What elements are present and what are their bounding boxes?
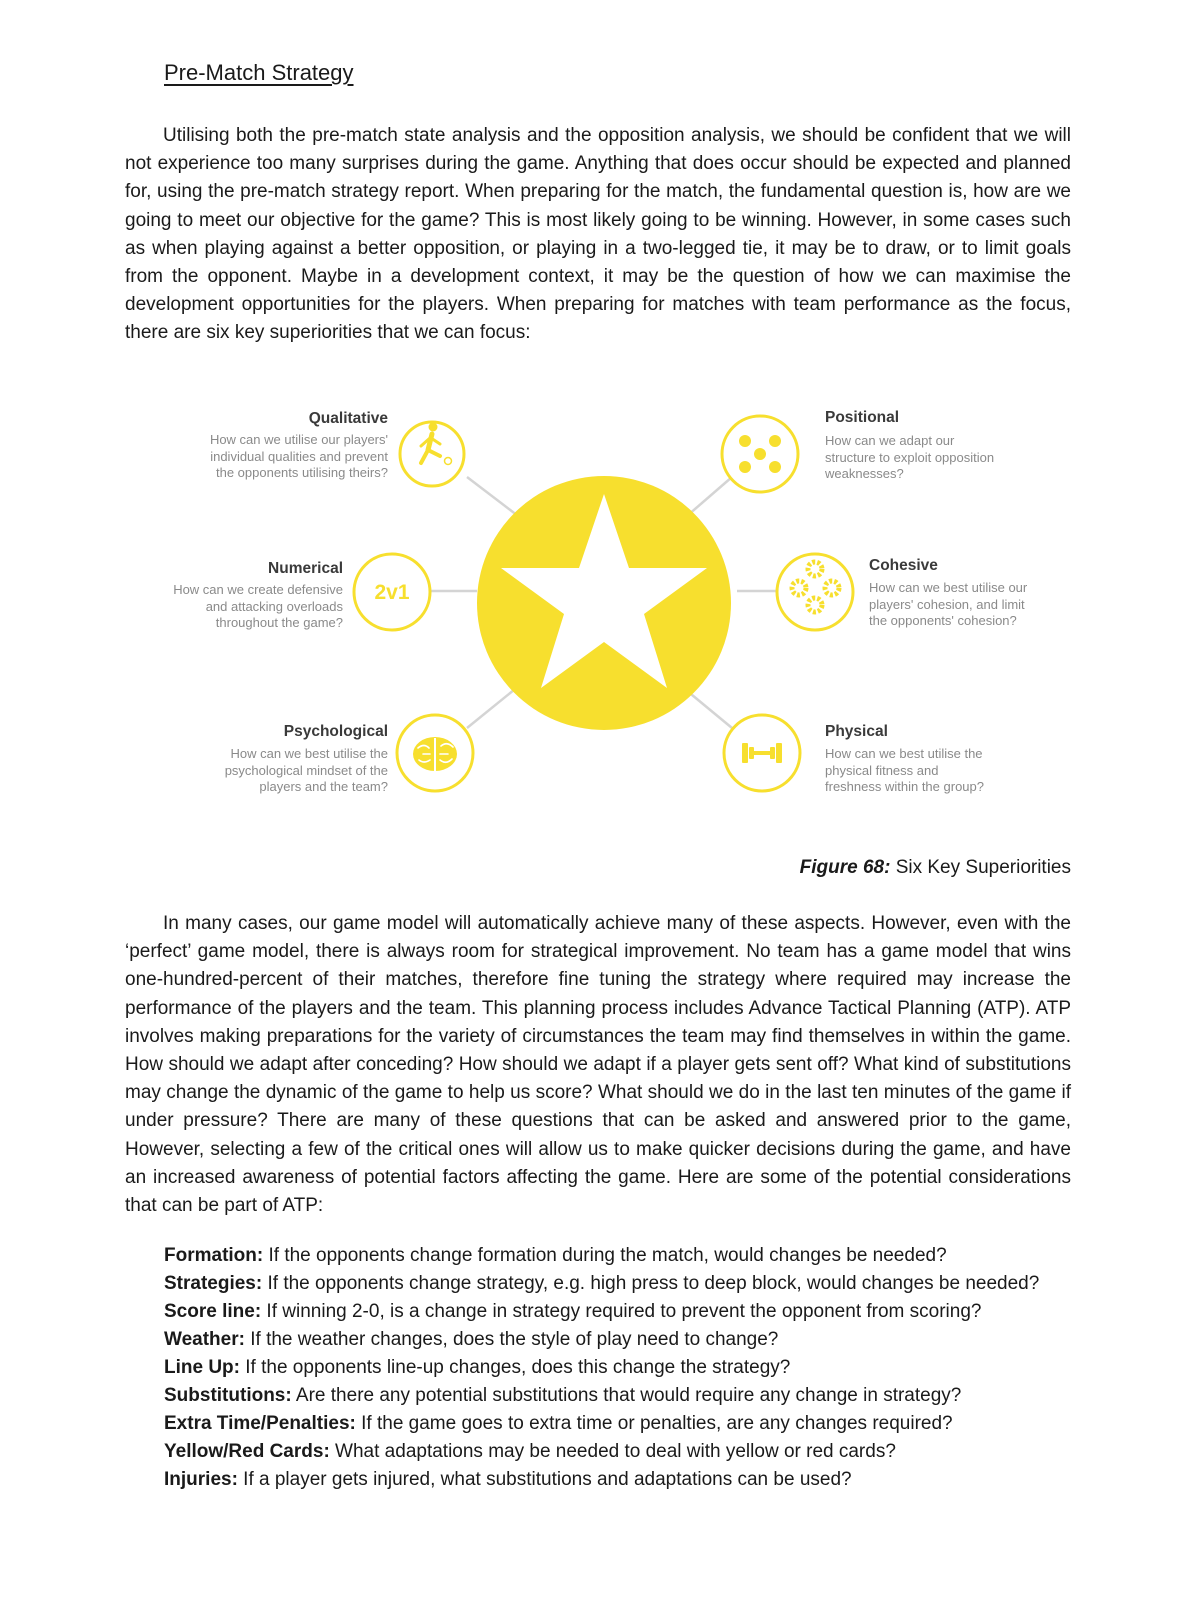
list-item [164, 1326, 1064, 1354]
list-item [164, 1242, 1064, 1270]
atp-considerations-list [164, 1242, 1064, 1494]
desc-line: structure to exploit opposition [825, 449, 995, 465]
physical-title: Physical [825, 723, 888, 740]
psychological-description [225, 746, 388, 796]
list-item [164, 1438, 1064, 1466]
consideration-text: If the opponents change formation during the match, would changes be needed? [263, 1245, 947, 1266]
desc-line: players and the team? [259, 779, 388, 794]
center-star-badge [477, 476, 731, 730]
desc-line: psychological mindset of the [224, 762, 388, 778]
consideration-term: Injuries: [164, 1469, 238, 1490]
consideration-text: If the weather changes, does the style of play need to change? [244, 1329, 779, 1350]
list-item [164, 1382, 1064, 1410]
consideration-text: If the game goes to extra time or penalties, are any changes required? [355, 1413, 953, 1434]
desc-line: and attacking overloads [205, 598, 343, 614]
consideration-text: If winning 2-0, is a change in strategy required to prevent the opponent from scoring? [261, 1301, 982, 1322]
intro-paragraph: Utilising both the pre-match state analysis and the opposition analysis, we should be confident that we will not experience too many surprises during the game. Anything that does occur should be expected and planned for, using the pre-match strategy report. When preparing for the match, the fundamental question is, how are we going to meet our objective for the game? This is most likely going to be winning. However, in some cases such as when playing against a better opposition, or playing in a two-legged tie, it may be to draw, or to limit goals from the opponent. Maybe in a development context, it may be the question of how we can maximise the development opportunities for the players. When preparing for matches with team performance as the focus, there are six key superiorities that we can focus: [125, 125, 1071, 344]
list-item [164, 1466, 1064, 1494]
consideration-term: Strategies: [164, 1273, 263, 1294]
desc-line: weaknesses? [825, 466, 904, 481]
consideration-term: Score line: [164, 1301, 262, 1322]
desc-line: How can we best utilise our [869, 580, 1028, 595]
consideration-term: Extra Time/Penalties: [164, 1413, 356, 1434]
desc-line: players' cohesion, and limit [869, 596, 1025, 612]
positional-title: Positional [825, 409, 900, 426]
consideration-text: If the opponents line-up changes, does this change the strategy? [240, 1357, 791, 1378]
desc-line: physical fitness and [825, 762, 939, 778]
atp-paragraph: In many cases, our game model will automatically achieve many of these aspects. However, even with the ‘perfect’ game model, there is always room for strategical improvement. No team has a game model that wins one-hundred-percent of their matches, therefore fine tuning the strategy where required may increase the performance of the players and the team. This planning process includes Advance Tactical Planning (ATP). ATP involves making preparations for the variety of circumstances the team may find themselves in within the game. How should we adapt after conceding? How should we adapt if a player gets sent off? What kind of substitutions may change the dynamic of the game to help us score? What should we do in the last ten minutes of the game if under pressure? There are many of these questions that can be asked and answered prior to the game, However, selecting a few of the critical ones will allow us to make quicker decisions during the game, and have an increased awareness of potential factors affecting the game. Here are some of the potential considerations that can be part of ATP: [125, 913, 1071, 1217]
list-item [164, 1410, 1064, 1438]
list-item [164, 1270, 1064, 1298]
consideration-term: Formation: [164, 1245, 264, 1266]
cohesive-description [869, 580, 1027, 630]
desc-line: throughout the game? [215, 615, 343, 630]
desc-line: How can we utilise our players' [209, 432, 388, 447]
numerical-title: Numerical [268, 560, 343, 577]
qualitative-title: Qualitative [308, 410, 388, 427]
list-item [164, 1354, 1064, 1382]
consideration-text: What adaptations may be needed to deal with yellow or red cards? [329, 1441, 896, 1462]
desc-line: the opponents' cohesion? [869, 613, 1017, 628]
page-title: Pre-Match Strategy [164, 60, 354, 85]
figure-caption-text: Six Key Superiorities [890, 857, 1071, 878]
desc-line: How can we best utilise the [230, 746, 388, 761]
figure-label: Figure 68: [799, 857, 891, 878]
positional-description [825, 433, 994, 483]
desc-line: How can we create defensive [173, 582, 343, 597]
list-item [164, 1298, 1064, 1326]
desc-line: How can we adapt our [825, 433, 955, 448]
psychological-title: Psychological [283, 723, 388, 740]
desc-line: freshness within the group? [825, 779, 984, 794]
cohesive-title: Cohesive [869, 557, 938, 574]
consideration-term: Yellow/Red Cards: [164, 1441, 330, 1462]
consideration-text: If the opponents change strategy, e.g. high press to deep block, would changes be needed? [262, 1273, 1040, 1294]
numerical-description [173, 582, 343, 632]
consideration-term: Weather: [164, 1329, 245, 1350]
connector-psychological [467, 685, 520, 728]
consideration-text: Are there any potential substitutions that would require any change in strategy? [291, 1385, 962, 1406]
consideration-term: Substitutions: [164, 1385, 292, 1406]
consideration-term: Line Up: [164, 1357, 240, 1378]
numerical-badge-text: 2v1 [374, 581, 410, 604]
six-superiorities-diagram [0, 390, 1194, 830]
desc-line: individual qualities and prevent [210, 448, 388, 464]
qualitative-description [210, 432, 388, 482]
desc-line: How can we best utilise the [825, 746, 983, 761]
brain-icon [413, 737, 457, 771]
physical-description [825, 746, 984, 796]
consideration-text: If a player gets injured, what substitutions and adaptations can be used? [237, 1469, 852, 1490]
desc-line: the opponents utilising theirs? [215, 465, 388, 480]
figure-caption [800, 857, 1071, 879]
